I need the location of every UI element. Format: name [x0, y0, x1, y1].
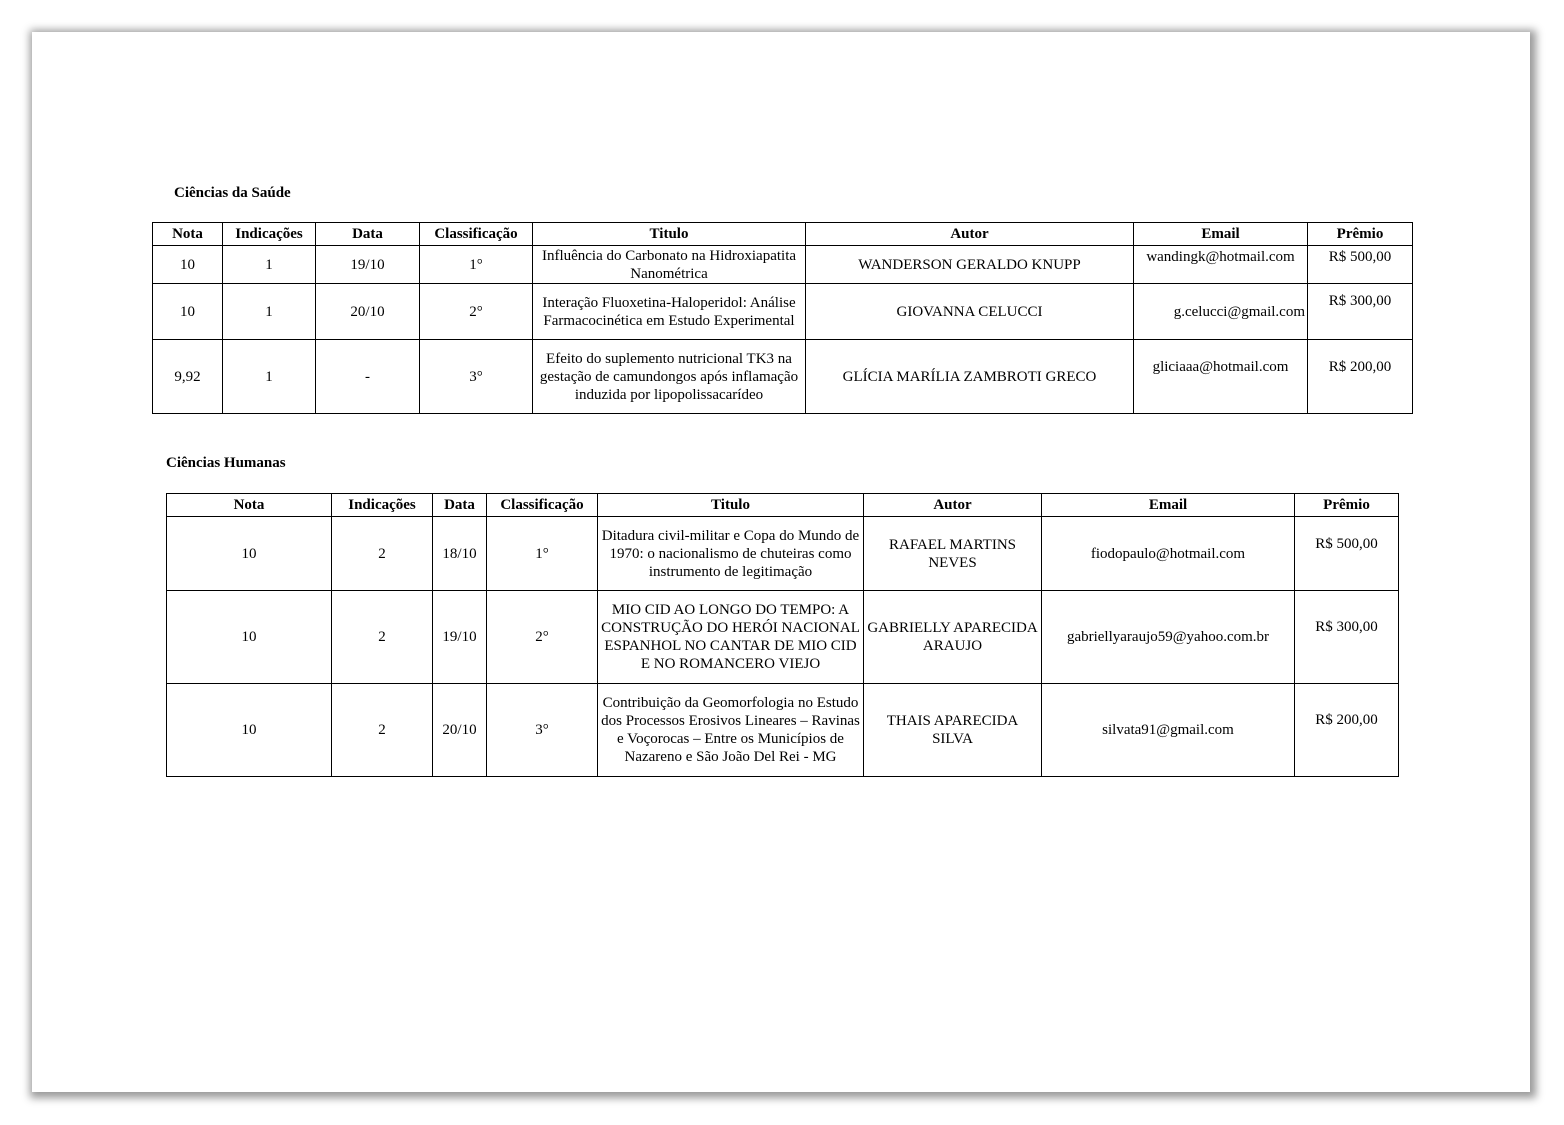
cell-data: 18/10	[433, 517, 487, 591]
cell-email: gliciaaa@hotmail.com	[1134, 340, 1308, 414]
cell-autor: THAIS APARECIDA SILVA	[864, 684, 1042, 777]
table-saude	[152, 222, 1413, 414]
cell-nota: 10	[167, 517, 332, 591]
cell-premio: R$ 200,00	[1308, 340, 1413, 414]
cell-premio: R$ 500,00	[1295, 517, 1399, 591]
cell-email: g.celucci@gmail.com	[1134, 284, 1308, 340]
cell-indicacoes: 1	[223, 246, 316, 284]
cell-titulo: MIO CID AO LONGO DO TEMPO: A CONSTRUÇÃO DO HERÓI NACIONAL ESPANHOL NO CANTAR DE MIO CID E NO ROMANCERO VIEJO	[598, 591, 864, 684]
cell-autor: GABRIELLY APARECIDA ARAUJO	[864, 591, 1042, 684]
cell-data: 19/10	[316, 246, 420, 284]
header-titulo: Titulo	[533, 223, 806, 246]
header-autor: Autor	[864, 494, 1042, 517]
header-indicacoes: Indicações	[223, 223, 316, 246]
cell-data: -	[316, 340, 420, 414]
table-row	[153, 340, 1413, 414]
cell-email: gabriellyaraujo59@yahoo.com.br	[1042, 591, 1295, 684]
cell-indicacoes: 2	[332, 591, 433, 684]
cell-titulo: Contribuição da Geomorfologia no Estudo dos Processos Erosivos Lineares – Ravinas e Voçorocas – Entre os Municípios de Nazareno e São João Del Rei - MG	[598, 684, 864, 777]
header-classificacao: Classificação	[487, 494, 598, 517]
table-row	[153, 284, 1413, 340]
cell-indicacoes: 1	[223, 284, 316, 340]
header-titulo: Titulo	[598, 494, 864, 517]
cell-classificacao: 2°	[420, 284, 533, 340]
cell-data: 20/10	[316, 284, 420, 340]
document-page	[32, 32, 1530, 1092]
cell-classificacao: 2°	[487, 591, 598, 684]
cell-premio: R$ 200,00	[1295, 684, 1399, 777]
table-row	[167, 591, 1399, 684]
cell-nota: 10	[153, 246, 223, 284]
table-header-row	[153, 223, 1413, 246]
cell-premio: R$ 500,00	[1308, 246, 1413, 284]
cell-data: 20/10	[433, 684, 487, 777]
header-indicacoes: Indicações	[332, 494, 433, 517]
header-autor: Autor	[806, 223, 1134, 246]
cell-email: wandingk@hotmail.com	[1134, 246, 1308, 284]
cell-titulo: Interação Fluoxetina-Haloperidol: Análise Farmacocinética em Estudo Experimental	[533, 284, 806, 340]
table-humanas	[166, 493, 1399, 777]
cell-titulo: Efeito do suplemento nutricional TK3 na gestação de camundongos após inflamação induzida por lipopolissacarídeo	[533, 340, 806, 414]
cell-indicacoes: 2	[332, 684, 433, 777]
table-row	[167, 517, 1399, 591]
cell-nota: 10	[167, 591, 332, 684]
cell-classificacao: 1°	[487, 517, 598, 591]
cell-autor: RAFAEL MARTINS NEVES	[864, 517, 1042, 591]
cell-autor: GLÍCIA MARÍLIA ZAMBROTI GRECO	[806, 340, 1134, 414]
header-nota: Nota	[167, 494, 332, 517]
cell-titulo: Ditadura civil-militar e Copa do Mundo de 1970: o nacionalismo de chuteiras como instrumento de legitimação	[598, 517, 864, 591]
cell-indicacoes: 2	[332, 517, 433, 591]
cell-premio: R$ 300,00	[1308, 284, 1413, 340]
table-row	[167, 684, 1399, 777]
cell-autor: GIOVANNA CELUCCI	[806, 284, 1134, 340]
cell-indicacoes: 1	[223, 340, 316, 414]
header-data: Data	[433, 494, 487, 517]
table-header-row	[167, 494, 1399, 517]
header-classificacao: Classificação	[420, 223, 533, 246]
cell-premio: R$ 300,00	[1295, 591, 1399, 684]
header-nota: Nota	[153, 223, 223, 246]
cell-email: silvata91@gmail.com	[1042, 684, 1295, 777]
cell-titulo: Influência do Carbonato na Hidroxiapatita Nanométrica	[533, 246, 806, 284]
cell-nota: 10	[167, 684, 332, 777]
cell-autor: WANDERSON GERALDO KNUPP	[806, 246, 1134, 284]
cell-classificacao: 3°	[487, 684, 598, 777]
header-email: Email	[1042, 494, 1295, 517]
header-data: Data	[316, 223, 420, 246]
cell-classificacao: 1°	[420, 246, 533, 284]
header-premio: Prêmio	[1295, 494, 1399, 517]
cell-classificacao: 3°	[420, 340, 533, 414]
cell-nota: 10	[153, 284, 223, 340]
header-premio: Prêmio	[1308, 223, 1413, 246]
section-title-humanas: Ciências Humanas	[166, 455, 286, 471]
section-title-saude: Ciências da Saúde	[174, 185, 291, 201]
cell-nota: 9,92	[153, 340, 223, 414]
table-row	[153, 246, 1413, 284]
header-email: Email	[1134, 223, 1308, 246]
cell-data: 19/10	[433, 591, 487, 684]
cell-email: fiodopaulo@hotmail.com	[1042, 517, 1295, 591]
